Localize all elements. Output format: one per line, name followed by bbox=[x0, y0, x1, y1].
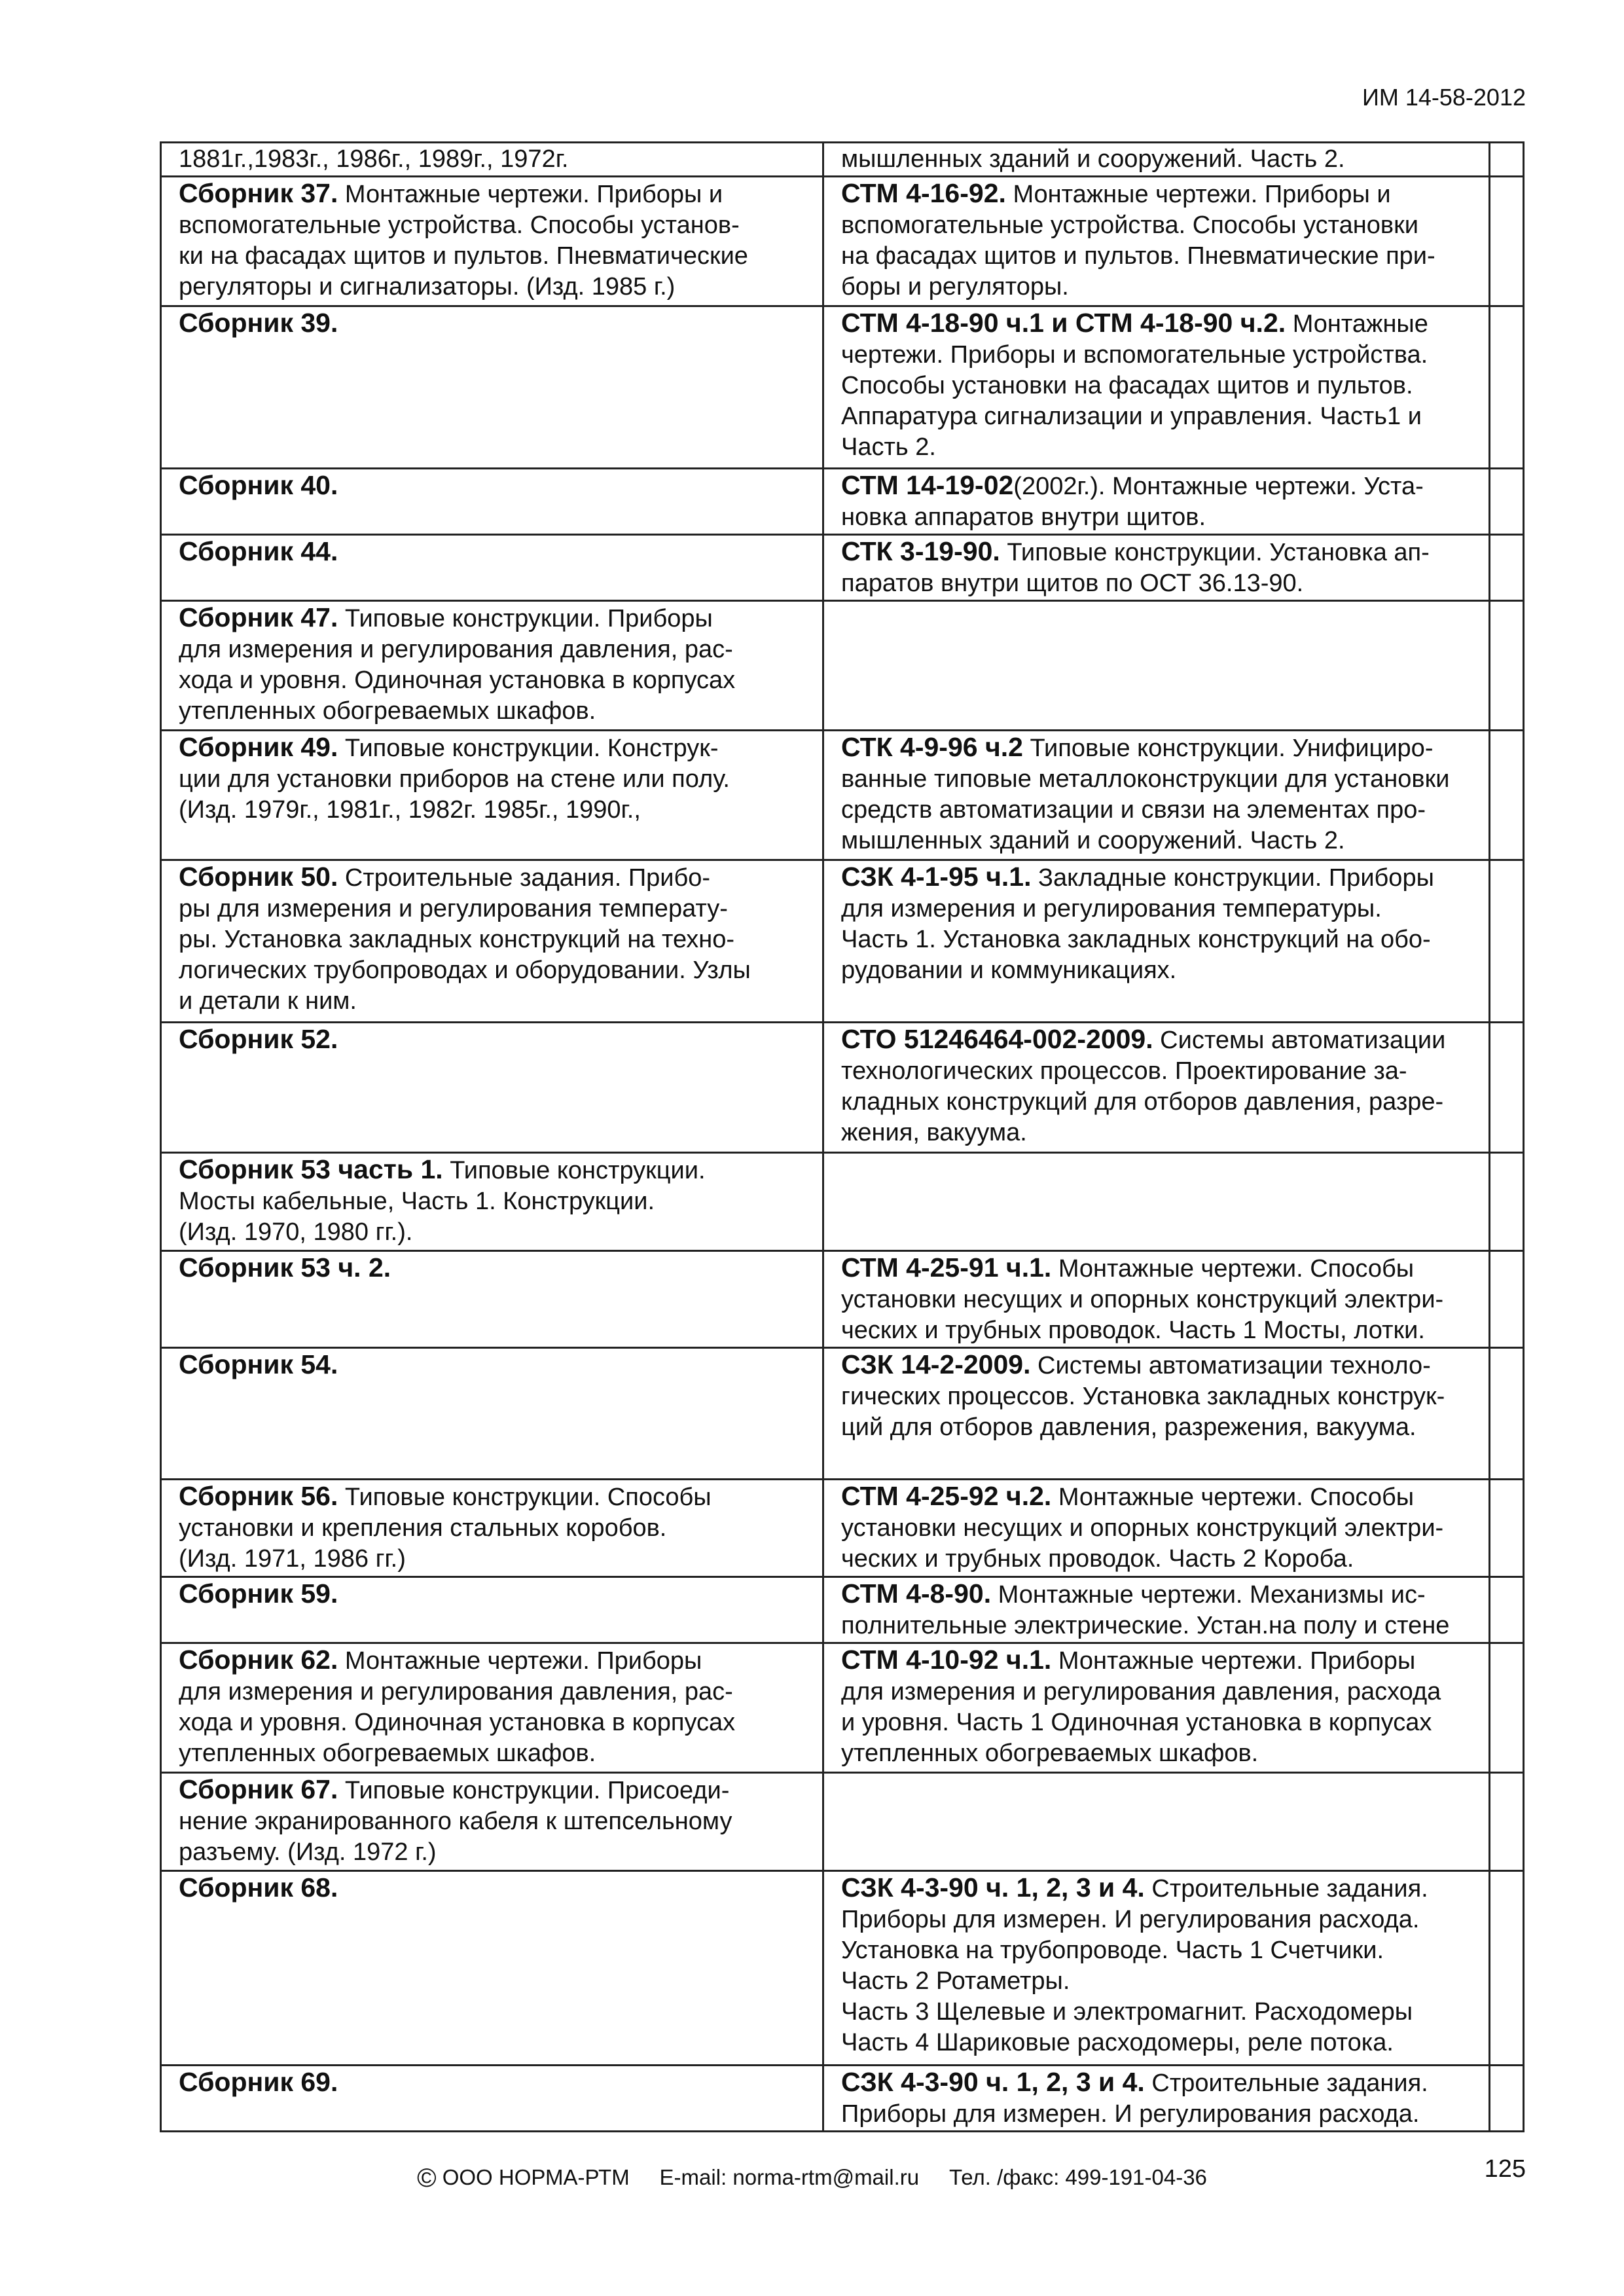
description-text: на фасадах щитов и пультов. Пневматические при- bbox=[841, 242, 1435, 270]
text-line bbox=[841, 1349, 1479, 1381]
footer-company: ООО НОРМА-РТМ bbox=[436, 2165, 630, 2189]
text-line bbox=[179, 178, 813, 210]
description-text: нение экранированного кабеля к штепсельному bbox=[179, 1808, 732, 1835]
mark-cell bbox=[1490, 143, 1524, 177]
mark-cell bbox=[1490, 1871, 1524, 2066]
table-row bbox=[161, 143, 1524, 177]
standard-cell bbox=[823, 1643, 1490, 1773]
text-line bbox=[841, 144, 1479, 175]
description-text: (Изд. 1971, 1986 гг.) bbox=[179, 1545, 406, 1573]
text-line bbox=[841, 340, 1479, 371]
description-text: средств автоматизации и связи на элементах про- bbox=[841, 796, 1426, 824]
document-designation: Сборник 52. bbox=[179, 1024, 338, 1054]
text-line bbox=[841, 1872, 1479, 1904]
text-line bbox=[179, 795, 813, 826]
document-designation: Сборник 69. bbox=[179, 2067, 338, 2097]
text-line bbox=[841, 1935, 1479, 1966]
document-designation: СЗК 4-1-95 ч.1. bbox=[841, 862, 1032, 892]
description-text: Строительные задания. Прибо- bbox=[338, 864, 711, 892]
text-line bbox=[841, 2028, 1479, 2058]
description-text: Типовые конструкции. Приборы bbox=[338, 605, 713, 632]
description-text: Типовые конструкции. Установка ап- bbox=[1000, 539, 1430, 566]
text-line bbox=[841, 1412, 1479, 1443]
copyright-icon: © bbox=[417, 2164, 437, 2193]
collection-cell bbox=[161, 1871, 823, 2066]
text-line bbox=[179, 241, 813, 272]
mark-cell bbox=[1490, 1251, 1524, 1348]
text-line bbox=[179, 2067, 813, 2099]
text-line bbox=[841, 432, 1479, 463]
text-line bbox=[841, 1252, 1479, 1285]
standard-cell bbox=[823, 1153, 1490, 1251]
text-line bbox=[841, 1381, 1479, 1412]
description-text: для измерения и регулирования температуры. bbox=[841, 895, 1382, 922]
standard-cell bbox=[823, 1577, 1490, 1643]
text-line bbox=[179, 924, 813, 955]
text-line bbox=[179, 894, 813, 924]
text-line bbox=[841, 568, 1479, 599]
text-line bbox=[179, 470, 813, 502]
text-line bbox=[841, 1118, 1479, 1148]
document-designation: СЗК 4-3-90 ч. 1, 2, 3 и 4. bbox=[841, 1872, 1145, 1903]
text-line bbox=[841, 210, 1479, 241]
standard-cell bbox=[823, 1348, 1490, 1480]
document-designation: Сборник 53 часть 1. bbox=[179, 1154, 443, 1184]
description-text: (Изд. 1970, 1980 гг.). bbox=[179, 1218, 413, 1246]
document-designation: Сборник 44. bbox=[179, 536, 338, 566]
table-row bbox=[161, 860, 1524, 1023]
document-designation: Сборник 67. bbox=[179, 1774, 338, 1804]
description-text: Монтажные чертежи. Приборы и bbox=[1005, 181, 1391, 208]
table-row bbox=[161, 1023, 1524, 1153]
text-line bbox=[841, 1677, 1479, 1707]
standard-cell bbox=[823, 306, 1490, 469]
description-text: ры. Установка закладных конструкций на техно- bbox=[179, 926, 735, 953]
mark-cell bbox=[1490, 177, 1524, 306]
text-line bbox=[841, 924, 1479, 955]
description-text: ванные типовые металлоконструкции для установки bbox=[841, 765, 1450, 793]
text-line bbox=[841, 1611, 1479, 1641]
text-line bbox=[179, 602, 813, 634]
description-text: ческих и трубных проводок. Часть 2 Короба. bbox=[841, 1545, 1354, 1573]
page-footer bbox=[0, 2164, 1624, 2193]
text-line bbox=[841, 1544, 1479, 1575]
description-text: для измерения и регулирования давления, рас- bbox=[179, 636, 733, 663]
mark-cell bbox=[1490, 2066, 1524, 2132]
text-line bbox=[179, 986, 813, 1017]
standard-cell bbox=[823, 1251, 1490, 1348]
document-designation: Сборник 53 ч. 2. bbox=[179, 1252, 391, 1283]
mark-cell bbox=[1490, 860, 1524, 1023]
description-text: утепленных обогреваемых шкафов. bbox=[179, 1740, 596, 1767]
description-text: (2002г.). Монтажные чертежи. Уста- bbox=[1013, 473, 1424, 500]
description-text: для измерения и регулирования давления, рас- bbox=[179, 1678, 733, 1705]
document-designation: Сборник 40. bbox=[179, 470, 338, 500]
description-text: Часть 2. bbox=[841, 433, 936, 461]
collection-cell bbox=[161, 1480, 823, 1577]
text-line bbox=[179, 1513, 813, 1544]
text-line bbox=[179, 665, 813, 696]
collection-cell bbox=[161, 1643, 823, 1773]
standard-cell bbox=[823, 860, 1490, 1023]
text-line bbox=[841, 2099, 1479, 2130]
document-designation: СТМ 4-18-90 ч.1 и СТМ 4-18-90 ч.2. bbox=[841, 308, 1286, 338]
text-line bbox=[179, 1645, 813, 1677]
description-text: утепленных обогреваемых шкафов. bbox=[179, 697, 596, 725]
table-row bbox=[161, 1577, 1524, 1643]
text-line bbox=[179, 1837, 813, 1868]
description-text: Строительные задания. bbox=[1144, 2069, 1428, 2097]
document-designation: Сборник 56. bbox=[179, 1481, 338, 1511]
mark-cell bbox=[1490, 1348, 1524, 1480]
description-text: Монтажные bbox=[1286, 310, 1428, 338]
standard-cell bbox=[823, 177, 1490, 306]
collection-cell bbox=[161, 1577, 823, 1643]
text-line bbox=[841, 862, 1479, 894]
description-text: Типовые конструкции. bbox=[442, 1157, 706, 1184]
table-row bbox=[161, 306, 1524, 469]
description-text: (Изд. 1979г., 1981г., 1982г. 1985г., 1990г., bbox=[179, 796, 641, 824]
description-text: Установка на трубопроводе. Часть 1 Счетчики. bbox=[841, 1937, 1384, 1964]
mark-cell bbox=[1490, 469, 1524, 535]
description-text: Часть 1. Установка закладных конструкций на обо- bbox=[841, 926, 1431, 953]
description-text: технологических процессов. Проектирование за- bbox=[841, 1057, 1407, 1085]
description-text: утепленных обогреваемых шкафов. bbox=[841, 1740, 1259, 1767]
collection-cell bbox=[161, 143, 823, 177]
standard-cell bbox=[823, 1480, 1490, 1577]
description-text: мышленных зданий и сооружений. Часть 2. bbox=[841, 145, 1345, 173]
collection-cell bbox=[161, 177, 823, 306]
collection-cell bbox=[161, 469, 823, 535]
text-line bbox=[179, 1186, 813, 1217]
text-line bbox=[841, 1513, 1479, 1544]
text-line bbox=[841, 732, 1479, 764]
document-designation: Сборник 68. bbox=[179, 1872, 338, 1903]
description-text: регуляторы и сигнализаторы. (Изд. 1985 г.) bbox=[179, 273, 676, 301]
text-line bbox=[841, 894, 1479, 924]
text-line bbox=[179, 764, 813, 795]
mark-cell bbox=[1490, 1643, 1524, 1773]
description-text: рудовании и коммуникациях. bbox=[841, 957, 1177, 984]
text-line bbox=[179, 1544, 813, 1575]
mark-cell bbox=[1490, 306, 1524, 469]
text-line bbox=[179, 1774, 813, 1806]
description-text: Типовые конструкции. Унифициро- bbox=[1022, 735, 1434, 762]
text-line bbox=[179, 1217, 813, 1248]
standard-cell bbox=[823, 1773, 1490, 1871]
text-line bbox=[179, 1872, 813, 1904]
text-line bbox=[179, 1707, 813, 1738]
mark-cell bbox=[1490, 1577, 1524, 1643]
table-row bbox=[161, 2066, 1524, 2132]
collection-cell bbox=[161, 535, 823, 601]
table-row bbox=[161, 535, 1524, 601]
text-line bbox=[179, 1738, 813, 1769]
table-row bbox=[161, 177, 1524, 306]
text-line bbox=[841, 1315, 1479, 1346]
document-designation: СЗК 4-3-90 ч. 1, 2, 3 и 4. bbox=[841, 2067, 1145, 2097]
table-row bbox=[161, 1153, 1524, 1251]
text-line bbox=[179, 1024, 813, 1056]
collection-cell bbox=[161, 1023, 823, 1153]
description-text: Монтажные чертежи. Приборы bbox=[1051, 1647, 1416, 1675]
text-line bbox=[841, 1087, 1479, 1118]
description-text: ки на фасадах щитов и пультов. Пневматические bbox=[179, 242, 748, 270]
description-text: Часть 3 Щелевые и электромагнит. Расходомеры bbox=[841, 1998, 1413, 2026]
mark-cell bbox=[1490, 1153, 1524, 1251]
description-text: Монтажные чертежи. Приборы bbox=[338, 1647, 702, 1675]
collection-cell bbox=[161, 1773, 823, 1871]
table-row bbox=[161, 469, 1524, 535]
text-line bbox=[179, 1677, 813, 1707]
collection-cell bbox=[161, 1251, 823, 1348]
text-line bbox=[841, 308, 1479, 340]
text-line bbox=[179, 1806, 813, 1837]
description-text: Закладные конструкции. Приборы bbox=[1031, 864, 1434, 892]
text-line bbox=[179, 1481, 813, 1513]
document-designation: Сборник 59. bbox=[179, 1578, 338, 1609]
document-designation: Сборник 47. bbox=[179, 602, 338, 632]
table-row bbox=[161, 731, 1524, 860]
description-text: боры и регуляторы. bbox=[841, 273, 1069, 301]
text-line bbox=[841, 1024, 1479, 1056]
text-line bbox=[841, 1056, 1479, 1087]
standard-cell bbox=[823, 1023, 1490, 1153]
footer-email: E-mail: norma-rtm@mail.ru bbox=[659, 2165, 920, 2189]
text-line bbox=[179, 732, 813, 764]
mark-cell bbox=[1490, 731, 1524, 860]
description-text: Типовые конструкции. Присоеди- bbox=[338, 1777, 730, 1804]
standard-cell bbox=[823, 469, 1490, 535]
description-text: вспомогательные устройства. Способы установ- bbox=[179, 211, 740, 239]
text-line bbox=[179, 1154, 813, 1186]
description-text: мышленных зданий и сооружений. Часть 2. bbox=[841, 827, 1345, 854]
standards-table bbox=[160, 141, 1525, 2132]
document-designation: СТМ 4-10-92 ч.1. bbox=[841, 1645, 1052, 1675]
description-text: кладных конструкций для отборов давления, разре- bbox=[841, 1088, 1444, 1116]
description-text: Способы установки на фасадах щитов и пультов. bbox=[841, 372, 1413, 399]
text-line bbox=[179, 696, 813, 727]
description-text: Системы автоматизации техноло- bbox=[1030, 1352, 1431, 1379]
mark-cell bbox=[1490, 1773, 1524, 1871]
table-body bbox=[161, 143, 1524, 2132]
table-row bbox=[161, 1480, 1524, 1577]
description-text: вспомогательные устройства. Способы установки bbox=[841, 211, 1418, 239]
text-line bbox=[179, 634, 813, 665]
document-designation: Сборник 49. bbox=[179, 732, 338, 762]
text-line bbox=[841, 1997, 1479, 2028]
standard-cell bbox=[823, 1871, 1490, 2066]
collection-cell bbox=[161, 1153, 823, 1251]
standard-cell bbox=[823, 601, 1490, 731]
collection-cell bbox=[161, 306, 823, 469]
description-text: новка аппаратов внутри щитов. bbox=[841, 503, 1206, 531]
text-line bbox=[841, 1645, 1479, 1677]
description-text: Системы автоматизации bbox=[1153, 1027, 1446, 1054]
text-line bbox=[841, 371, 1479, 401]
text-line bbox=[179, 144, 813, 175]
description-text: хода и уровня. Одиночная установка в корпусах bbox=[179, 666, 736, 694]
description-text: Приборы для измерен. И регулирования расхода. bbox=[841, 2100, 1420, 2128]
document-designation: СТМ 4-25-91 ч.1. bbox=[841, 1252, 1052, 1283]
text-line bbox=[841, 241, 1479, 272]
description-text: ции для установки приборов на стене или полу. bbox=[179, 765, 730, 793]
standard-cell bbox=[823, 143, 1490, 177]
description-text: Мосты кабельные, Часть 1. Конструкции. bbox=[179, 1188, 655, 1215]
description-text: жения, вакуума. bbox=[841, 1119, 1027, 1146]
description-text: Монтажные чертежи. Механизмы ис- bbox=[991, 1581, 1426, 1609]
document-designation: СТМ 4-8-90. bbox=[841, 1578, 992, 1609]
description-text: разъему. (Изд. 1972 г.) bbox=[179, 1838, 437, 1866]
text-line bbox=[179, 1252, 813, 1285]
text-line bbox=[179, 955, 813, 986]
document-designation: СТМ 4-16-92. bbox=[841, 178, 1006, 208]
text-line bbox=[841, 178, 1479, 210]
text-line bbox=[841, 1707, 1479, 1738]
description-text: Аппаратура сигнализации и управления. Часть1 и bbox=[841, 403, 1422, 430]
description-text: Монтажные чертежи. Способы bbox=[1051, 1255, 1415, 1283]
text-line bbox=[841, 826, 1479, 856]
text-line bbox=[179, 1578, 813, 1611]
description-text: 1881г.,1983г., 1986г., 1989г., 1972г. bbox=[179, 145, 569, 173]
document-designation: Сборник 37. bbox=[179, 178, 338, 208]
text-line bbox=[841, 955, 1479, 986]
text-line bbox=[841, 1966, 1479, 1997]
text-line bbox=[179, 308, 813, 340]
description-text: Типовые конструкции. Способы bbox=[338, 1484, 712, 1511]
description-text: Типовые конструкции. Конструк- bbox=[338, 735, 719, 762]
description-text: ры для измерения и регулирования температу- bbox=[179, 895, 728, 922]
standard-cell bbox=[823, 535, 1490, 601]
document-designation: СТК 3-19-90. bbox=[841, 536, 1000, 566]
description-text: ческих и трубных проводок. Часть 1 Мосты, лотки. bbox=[841, 1317, 1425, 1344]
document-code: ИМ 14-58-2012 bbox=[1362, 84, 1526, 111]
text-line bbox=[841, 1481, 1479, 1513]
text-line bbox=[841, 1738, 1479, 1769]
table-row bbox=[161, 1643, 1524, 1773]
document-designation: СТМ 4-25-92 ч.2. bbox=[841, 1481, 1052, 1511]
collection-cell bbox=[161, 601, 823, 731]
description-text: ций для отборов давления, разрежения, вакуума. bbox=[841, 1413, 1416, 1441]
text-line bbox=[841, 764, 1479, 795]
mark-cell bbox=[1490, 535, 1524, 601]
description-text: и детали к ним. bbox=[179, 987, 357, 1015]
description-text: Приборы для измерен. И регулирования расхода. bbox=[841, 1906, 1420, 1933]
description-text: Строительные задания. bbox=[1144, 1875, 1428, 1903]
text-line bbox=[841, 2067, 1479, 2099]
mark-cell bbox=[1490, 1023, 1524, 1153]
document-designation: Сборник 62. bbox=[179, 1645, 338, 1675]
text-line bbox=[179, 862, 813, 894]
collection-cell bbox=[161, 731, 823, 860]
document-designation: Сборник 54. bbox=[179, 1349, 338, 1379]
page-number: 125 bbox=[1484, 2155, 1526, 2183]
description-text: для измерения и регулирования давления, расхода bbox=[841, 1678, 1441, 1705]
text-line bbox=[841, 272, 1479, 302]
text-line bbox=[841, 1904, 1479, 1935]
description-text: полнительные электрические. Устан.на полу и стене bbox=[841, 1612, 1450, 1639]
description-text: Монтажные чертежи. Способы bbox=[1051, 1484, 1415, 1511]
mark-cell bbox=[1490, 1480, 1524, 1577]
document-designation: Сборник 50. bbox=[179, 862, 338, 892]
description-text: хода и уровня. Одиночная установка в корпусах bbox=[179, 1709, 736, 1736]
description-text: чертежи. Приборы и вспомогательные устройства. bbox=[841, 341, 1428, 369]
standard-cell bbox=[823, 2066, 1490, 2132]
collection-cell bbox=[161, 1348, 823, 1480]
document-designation: СТО 51246464-002-2009. bbox=[841, 1024, 1153, 1054]
text-line bbox=[841, 401, 1479, 432]
text-line bbox=[841, 470, 1479, 502]
text-line bbox=[841, 536, 1479, 568]
description-text: установки несущих и опорных конструкций электри- bbox=[841, 1286, 1444, 1313]
description-text: установки и крепления стальных коробов. bbox=[179, 1514, 667, 1542]
description-text: установки несущих и опорных конструкций электри- bbox=[841, 1514, 1444, 1542]
standard-cell bbox=[823, 731, 1490, 860]
table-row bbox=[161, 1773, 1524, 1871]
document-designation: СТК 4-9-96 ч.2 bbox=[841, 732, 1023, 762]
collection-cell bbox=[161, 2066, 823, 2132]
text-line bbox=[841, 1285, 1479, 1315]
description-text: логических трубопроводах и оборудовании. Узлы bbox=[179, 957, 751, 984]
document-designation: СТМ 14-19-02 bbox=[841, 470, 1014, 500]
footer-phone: Тел. /факс: 499-191-04-36 bbox=[948, 2165, 1207, 2189]
text-line bbox=[841, 1578, 1479, 1611]
table-row bbox=[161, 1251, 1524, 1348]
collection-cell bbox=[161, 860, 823, 1023]
text-line bbox=[179, 272, 813, 302]
description-text: паратов внутри щитов по ОСТ 36.13-90. bbox=[841, 570, 1304, 597]
document-designation: Сборник 39. bbox=[179, 308, 338, 338]
document-designation: СЗК 14-2-2009. bbox=[841, 1349, 1031, 1379]
table-row bbox=[161, 1871, 1524, 2066]
description-text: Монтажные чертежи. Приборы и bbox=[338, 181, 723, 208]
text-line bbox=[841, 502, 1479, 533]
text-line bbox=[179, 1349, 813, 1381]
text-line bbox=[179, 210, 813, 241]
text-line bbox=[841, 795, 1479, 826]
table-row bbox=[161, 1348, 1524, 1480]
description-text: Часть 4 Шариковые расходомеры, реле потока. bbox=[841, 2029, 1394, 2056]
description-text: Часть 2 Ротаметры. bbox=[841, 1967, 1070, 1995]
mark-cell bbox=[1490, 601, 1524, 731]
description-text: гических процессов. Установка закладных конструк- bbox=[841, 1383, 1445, 1410]
table-row bbox=[161, 601, 1524, 731]
description-text: и уровня. Часть 1 Одиночная установка в корпусах bbox=[841, 1709, 1432, 1736]
text-line bbox=[179, 536, 813, 568]
